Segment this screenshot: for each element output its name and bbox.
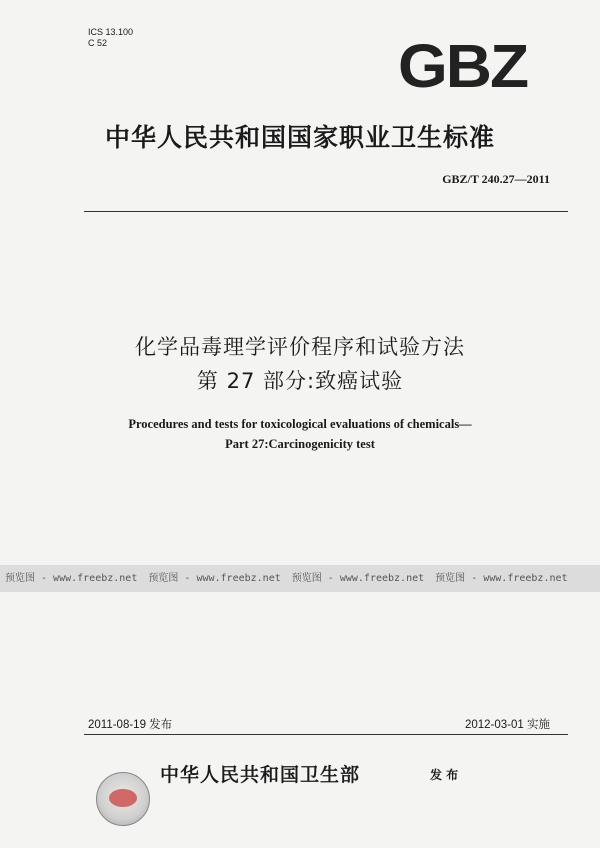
english-title-line2: Part 27:Carcinogenicity test — [225, 437, 375, 451]
seal-emblem — [109, 789, 137, 807]
issue-date: 2011-08-19 发布 — [88, 719, 173, 731]
chinese-title-line2: 第 27 部分:致癌试验 — [196, 369, 404, 393]
ics-code: ICS 13.100 — [88, 27, 134, 37]
publisher-name: 中华人民共和国卫生部 — [160, 764, 361, 786]
watermark-segment: 预览图 - www.freebz.net — [435, 573, 568, 584]
implementation-date: 2012-03-01 实施 — [464, 719, 550, 731]
ccs-code: C 52 — [88, 38, 108, 48]
anti-counterfeit-seal-icon — [96, 772, 150, 826]
standard-number: GBZ/T 240.27—2011 — [442, 172, 550, 186]
preview-watermark-banner — [0, 565, 600, 592]
english-title-line1: Procedures and tests for toxicological evaluations of chemicals— — [128, 417, 472, 431]
watermark-segment: 预览图 - www.freebz.net — [291, 573, 425, 584]
watermark-segment: 预览图 - www.freebz.net — [5, 573, 138, 584]
publish-label: 发 布 — [430, 768, 459, 782]
top-divider — [84, 211, 568, 212]
gbz-logo: GBZ — [398, 31, 528, 101]
chinese-title-line1: 化学品毒理学评价程序和试验方法 — [135, 335, 465, 359]
classification-codes — [88, 27, 133, 49]
watermark-segment: 预览图 - www.freebz.net — [148, 573, 281, 584]
standard-category-title: 中华人民共和国国家职业卫生标准 — [104, 123, 495, 152]
bottom-divider — [84, 734, 568, 735]
